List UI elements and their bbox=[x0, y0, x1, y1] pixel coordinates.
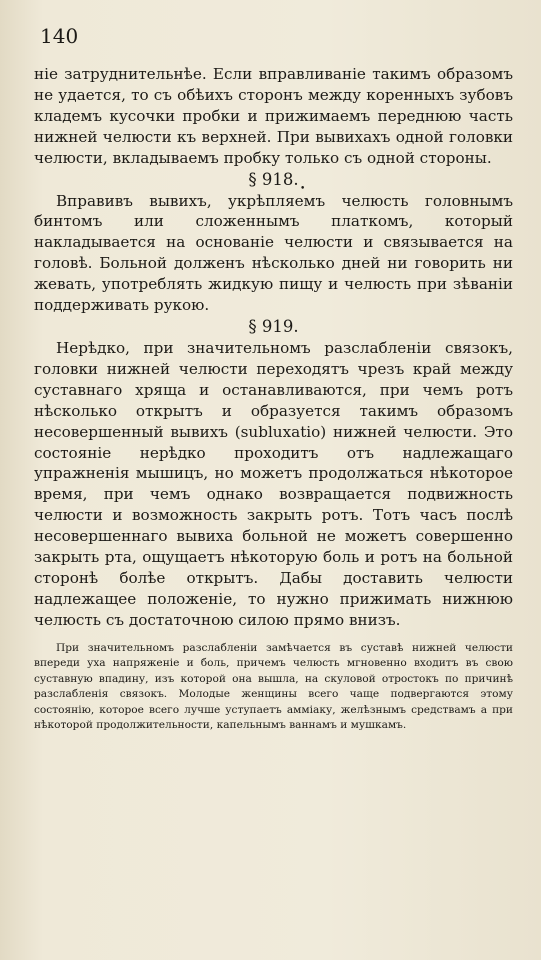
section-heading-918: § 918. bbox=[248, 169, 299, 189]
paragraph-919: Нерѣдко, при значительномъ разслабленіи связокъ, головки нижней челюсти переходятъ чрезъ край между суставнаго хряща и останавливаются, при чемъ ротъ нѣсколько открытъ и образуется такимъ образомъ несовершенный вывихъ (subluxatio) нижней челюсти. Это состояніе нерѣдко проходитъ отъ надлежащаго упражненія мышицъ, но можетъ продолжаться нѣкоторое время, при чемъ однако возвращается подвижность челюсти и возможность закрыть ротъ. Тотъ часъ послѣ несовершеннаго вывиха больной не можетъ совершенно закрыть рта, ощущаетъ нѣкоторую боль и ротъ на больной сторонѣ болѣе открытъ. Дабы доставить челюсти надлежащее положеніе, то нужно прижимать нижнюю челюсть съ достаточною силою прямо внизъ. bbox=[34, 338, 513, 629]
paragraph-918: Вправивъ вывихъ, укрѣпляемъ челюсть головнымъ бинтомъ или сложеннымъ платкомъ, который накладывается на основаніе челюсти и связывается на головѣ. Больной долженъ нѣсколько дней ни говорить ни жевать, употреблять жидкую пищу и челюсть при зѣваніи поддерживать рукою. bbox=[34, 191, 513, 315]
page-number: 140 bbox=[40, 24, 79, 48]
paragraph-continuation: ніе затруднительнѣе. Если вправливаніе такимъ образомъ не удается, то съ обѣихъ сторонъ между коренныхъ зубовъ кладемъ кусочки пробки и прижимаемъ переднюю часть нижней челюсти къ верхней. При вывихахъ одной головки челюсти, вкладываемъ пробку только съ одной стороны. bbox=[34, 65, 513, 167]
footnote: При значительномъ разслабленіи замѣчается въ суставѣ нижней челюсти впереди уха напряженіе и боль, причемъ челюсть мгновенно входитъ въ свою суставную впадину, изъ которой она вышла, на скуловой отростокъ по причинѣ разслабленія связокъ. Молодые женщины всего чаще подвергаются этому состоянію, которое всего лучше уступаетъ аммiаку, желѣзнымъ средствамъ а при нѣкоторой продолжительности, капельнымъ ваннамъ и мушкамъ. bbox=[34, 641, 513, 732]
ink-speck: • bbox=[300, 184, 306, 194]
section-heading-919: § 919. bbox=[248, 316, 299, 336]
